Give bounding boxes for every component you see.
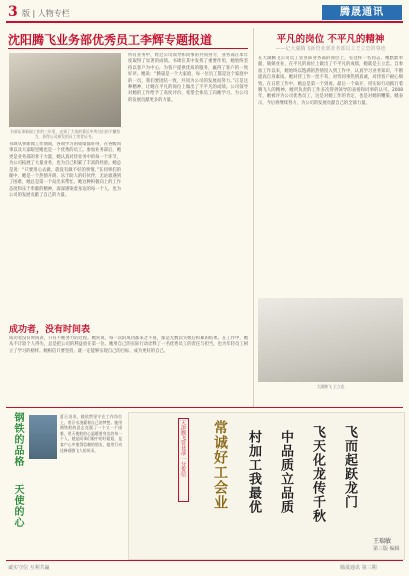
section-label: 版 | 人物专栏 (22, 9, 70, 18)
header-rule (6, 21, 403, 23)
calligraphy-column-5: 飞而起跃龙门 (342, 425, 357, 509)
seal-stamp: 天津腾飞管业部·一分贺信 (178, 418, 189, 502)
right-article-title: 平凡的岗位 不平凡的精神 (276, 34, 385, 45)
calligraphy-column-1: 常诚好工会业 (212, 420, 228, 510)
footer-right: 腾晟通讯 第三期 (340, 565, 377, 571)
signature-subtitle: 第三版 编辑 (373, 546, 400, 552)
right-photo-caption: 大湖腾飞 王立忠 (316, 384, 345, 389)
main-title-underline (8, 48, 248, 49)
calligraphy-column-3: 中品质立品质 (278, 430, 293, 514)
calligraphy-column-4: 飞天化龙传千秋 (310, 425, 325, 523)
calligraphy-panel (128, 412, 405, 560)
page-number: 3 (8, 4, 18, 20)
feature-body: 夏日炎炎，她依然坚守在工作岗位上，用汗水浇灌着自己的梦想。她用钢铁般的意志克服了一个又一个困难，用天使般的心温暖着身边的每一个人。她是同事们眼中的好姐姐，是客户心中值得信赖的朋友，她用行动诠释着腾飞人的风采。 (60, 414, 122, 453)
main-body-left: 书颂从事新闻工作期间，各项学习的成绩都好得，在各级同事以及大家眼里她也是一个优秀的员工。参加业务部后，她更是业务部的骨干力量，她认真对待业务中的每一个环节，为公司拓展了大量业务，也为自己积累了丰富的经验。她总是说：“只要用心去做，就没有做不好的事情。”在同事们的眼中，她是一个热情开朗、乐于助人的好伙伴，无论谁遇到了困难，她总是第一个站出来帮忙。她这种积极向上的工作态度和乐于奉献的精神，深深感染着身边的每一个人，也为公司的发展贡献了自己的力量。 (9, 142, 121, 199)
section-separator (6, 407, 403, 408)
sub-body: 成功者没有时间表，只有不断努力的过程。她常说，每一次的成功都来之不易，都是无数次失败后积累的结果。在工作中，她从不计较个人得失，总是把公司的利益放在第一位。她用自己的实际行动诠释了一名优秀员工的责任与担当，也为年轻员工树立了学习的榜样。她相信只要坚持，就一定能够实现自己的目标，成为更好的自己。 (9, 336, 248, 354)
right-article-photo (258, 298, 403, 382)
feature-photo (29, 415, 57, 459)
photo-caption: 书颂从事新闻工作的三年里，走到了大家的幕后中所付出的不懈努力，获得公司颁发的员工荣誉证书。 (9, 129, 121, 139)
right-article-body: 在大湖腾飞公司员工管业部业务部的岗位上，有这样一名同志，她默默奉献，兢兢业业，在平凡的岗位上做出了不平凡的成绩，她就是王立忠。自参加工作以来，她始终以饱满的热情投入到工作中，认真学习业务知识，不断提高自身素质。她对待工作一丝不苟，对待同事热情真诚，对待客户耐心细致。在日常工作中，她总是第一个到岗，最后一个离开，用实际行动践行着腾飞人的精神。她所负责的工作多次得到领导的表扬和同事的认可。2008年，她被评为公司优秀员工，这是对她工作的肯定，也是对她的鞭策。她表示，今后将继续努力，为公司的发展贡献自己的全部力量。 (258, 56, 403, 106)
sub-heading: 成功者，没有时间表 (9, 325, 91, 335)
feature-title-2: 天使的心 (12, 484, 23, 528)
feature-title-1: 钢铁的品格 (12, 412, 23, 467)
footer-rule (6, 560, 403, 561)
right-article-subtitle: ——记大湖腾飞新管业部业务部员工王立忠的事迹 (275, 46, 386, 52)
newsletter-banner: 腾晟通讯 (322, 5, 402, 20)
main-body-right: 所有业务中，经过公司领导和同事的共同努力，业务部在本年度取得了显著的成绩。书颂在其中发挥了重要作用，她始终坚持以客户为中心，为客户提供优质的服务，赢得了客户的一致好评。她说：“腾晟是一个大家庭，每一位员工都是这个家庭中的一员，我们要团结一致，共同为公司的发展而努力。”正是这种精神，让她在平凡的岗位上做出了不平凡的成绩。公司领导对她的工作给予了高度评价，希望全体员工向她学习，为公司的发展贡献更多的力量。 (128, 53, 248, 103)
main-article-title: 沈阳腾飞业务部优秀员工李辉专题报道 (8, 33, 213, 47)
calligraphy-column-2: 村加工我最优 (246, 430, 261, 514)
footer-left: 诚实守信 互利共赢 (8, 565, 50, 571)
column-divider (253, 28, 254, 408)
signature: 王瑞敏 (373, 538, 392, 545)
person-photo (9, 53, 121, 127)
